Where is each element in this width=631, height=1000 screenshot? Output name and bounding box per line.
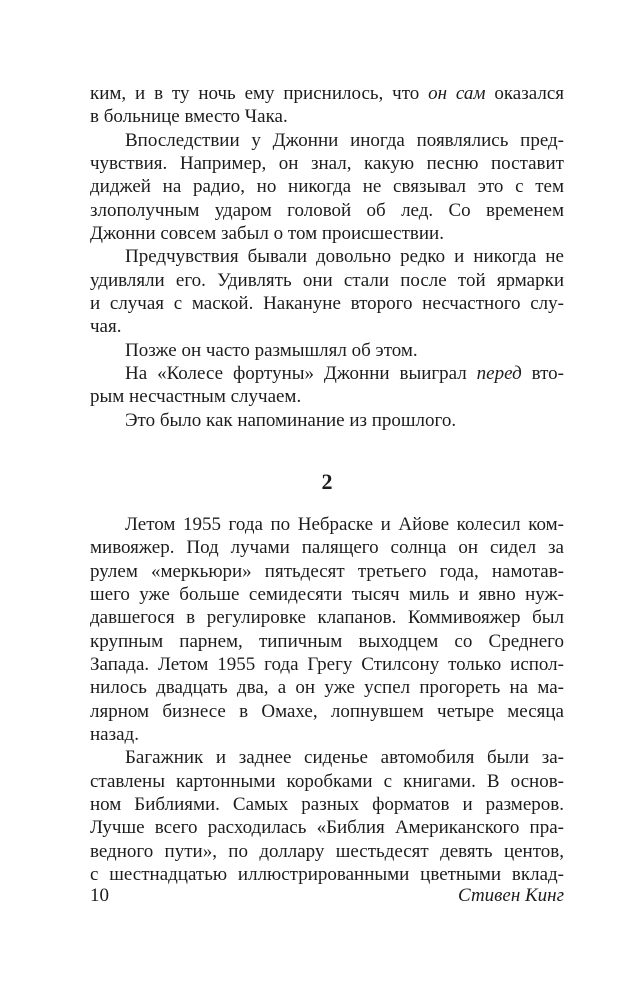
text-line <box>90 129 564 152</box>
page-number: 10 <box>90 885 109 906</box>
text-line <box>90 863 564 886</box>
page-text-block <box>90 82 564 886</box>
paragraph <box>90 409 564 432</box>
italic-text-segment: он сам <box>428 83 486 104</box>
text-segment: Джонни совсем забыл о том происшествии. <box>90 222 444 244</box>
text-line <box>90 245 564 268</box>
text-segment: рым несчастным случаем. <box>90 386 302 408</box>
text-line <box>90 362 564 385</box>
text-line <box>90 105 564 128</box>
text-segment: ставлены картонными коробками с книгами. В основ- <box>90 770 564 792</box>
text-line <box>90 583 564 606</box>
paragraph <box>90 746 564 886</box>
text-segment: шего уже больше семидесяти тысяч миль и явно нуж- <box>90 583 564 605</box>
text-segment: ким, и в ту ночь ему приснилось, что <box>90 83 429 104</box>
text-segment: Это было как напоминание из прошлого. <box>125 409 457 431</box>
text-line <box>90 560 564 583</box>
text-segment: крупным парнем, типичным выходцем со Среднего <box>90 630 564 652</box>
text-segment: ном Библиями. Самых разных форматов и размеров. <box>90 793 564 815</box>
text-segment: Лучше всего расходилась «Библия Американского пра- <box>90 817 564 839</box>
text-segment: На «Колесе фортуны» Джонни выиграл <box>125 362 477 384</box>
text-segment: Позже он часто размышлял об этом. <box>125 339 418 361</box>
text-segment: рулем «меркьюри» пятьдесят третьего года, намотав- <box>90 560 564 582</box>
text-segment: мивояжер. Под лучами палящего солнца он сидел за <box>90 537 564 559</box>
text-segment: назад. <box>90 723 139 745</box>
paragraph <box>90 129 564 246</box>
chapter-heading: 2 <box>321 468 333 494</box>
text-segment: с шестнадцатью иллюстрированными цветными вклад- <box>90 863 564 885</box>
text-segment: ведного пути», по доллару шестьдесят девять центов, <box>90 840 564 862</box>
text-line <box>90 199 564 222</box>
text-line <box>90 653 564 676</box>
text-segment: удивляли его. Удивлять они стали после той ярмарки <box>90 269 564 291</box>
text-line <box>90 222 564 245</box>
text-line <box>90 315 564 338</box>
text-line <box>90 269 564 292</box>
text-line <box>90 630 564 653</box>
text-segment: Предчувствия бывали довольно редко и никогда не <box>125 246 564 268</box>
paragraph <box>90 82 564 129</box>
text-line <box>90 152 564 175</box>
text-segment: чувствия. Например, он знал, какую песню поставит <box>90 152 564 174</box>
text-line <box>90 746 564 769</box>
text-segment: злополучным ударом головой об лед. Со временем <box>90 199 564 221</box>
text-line <box>90 536 564 559</box>
text-segment: вто- <box>521 362 564 384</box>
text-line <box>90 793 564 816</box>
text-segment: давшегося в регулировке клапанов. Коммивояжер был <box>90 607 564 629</box>
text-segment: и случая с маской. Накануне второго несчастного слу- <box>90 292 564 314</box>
text-segment: Запада. Летом 1955 года Грегу Стилсону только испол- <box>90 653 564 675</box>
paragraph <box>90 245 564 338</box>
text-segment: оказался <box>485 83 564 104</box>
text-line <box>90 816 564 839</box>
paragraph <box>90 513 564 746</box>
text-line <box>90 82 564 105</box>
text-segment: лярном бизнесе в Омахе, лопнувшем четыре месяца <box>90 700 564 722</box>
text-line <box>90 175 564 198</box>
text-segment: в больнице вместо Чака. <box>90 106 288 128</box>
italic-text-segment: перед <box>476 362 522 384</box>
text-line <box>90 723 564 746</box>
text-segment: чая. <box>90 316 122 338</box>
section-after-heading <box>90 513 564 886</box>
text-segment: Летом 1955 года по Небраске и Айове колесил ком- <box>125 513 564 535</box>
text-line <box>90 339 564 362</box>
text-line <box>90 292 564 315</box>
text-segment: Впоследствии у Джонни иногда появлялись пред- <box>125 129 564 151</box>
text-line <box>90 385 564 408</box>
text-line <box>90 409 564 432</box>
paragraph <box>90 339 564 362</box>
text-segment: Багажник и заднее сиденье автомобиля были за- <box>125 747 564 769</box>
text-line <box>90 513 564 536</box>
author-name: Стивен Кинг <box>458 885 564 906</box>
text-line <box>90 700 564 723</box>
text-segment: нилось двадцать два, а он уже успел прогореть на ма- <box>90 677 564 699</box>
page-footer <box>90 884 564 907</box>
text-line <box>90 840 564 863</box>
section-before-heading <box>90 82 564 432</box>
text-line <box>90 770 564 793</box>
text-line <box>90 606 564 629</box>
paragraph <box>90 362 564 409</box>
text-segment: диджей на радио, но никогда не связывал это с тем <box>90 176 564 198</box>
text-line <box>90 676 564 699</box>
